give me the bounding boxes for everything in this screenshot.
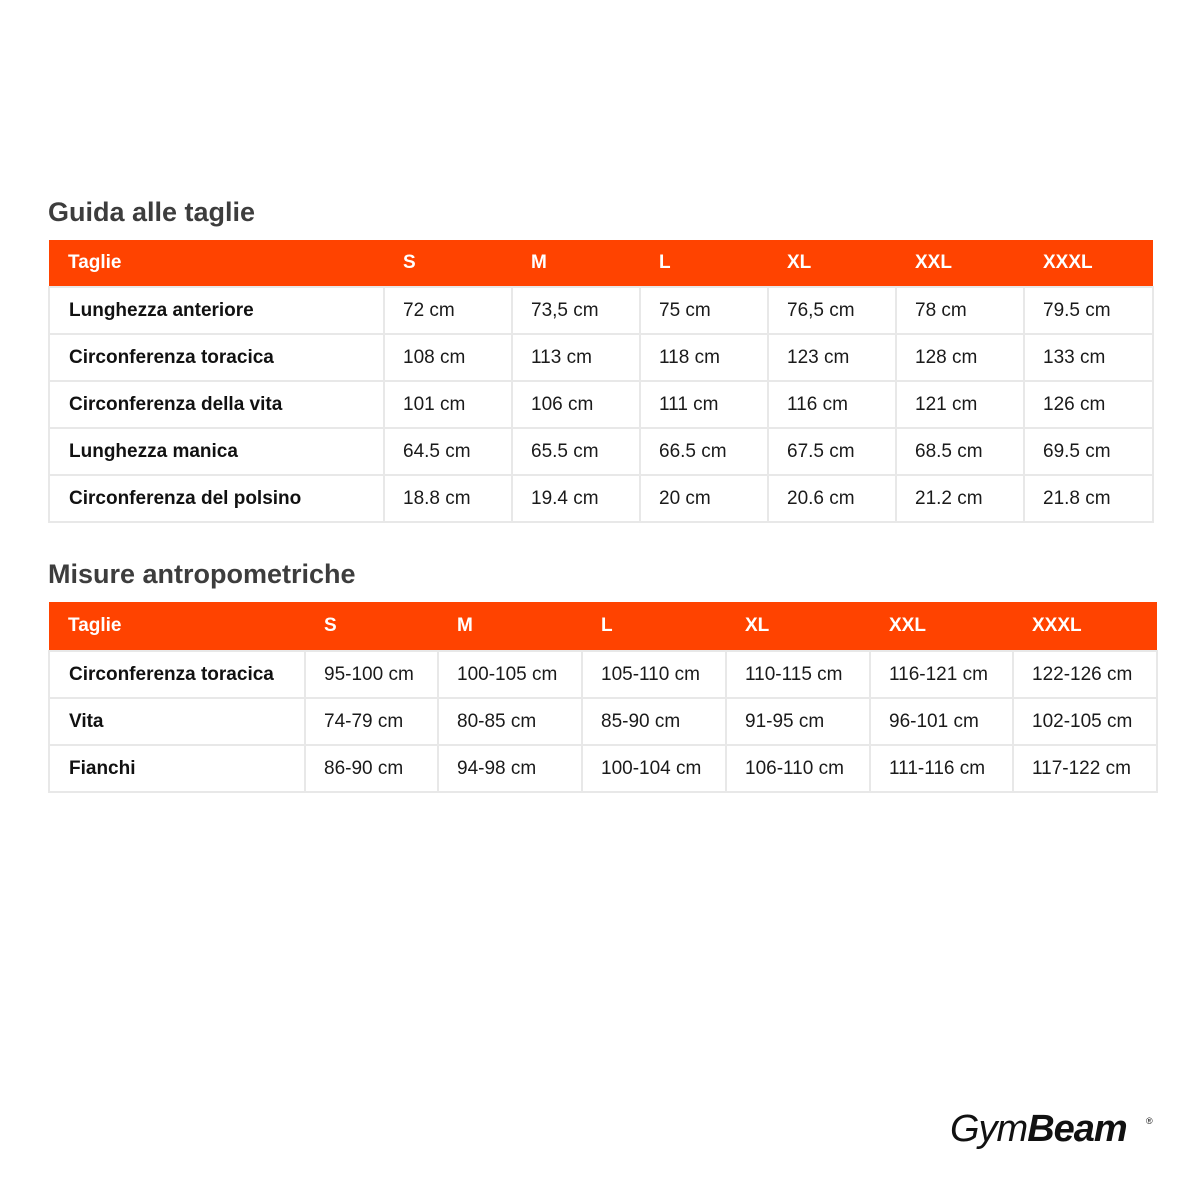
size-header: XXL <box>896 240 1024 287</box>
table-cell: 65.5 cm <box>512 428 640 475</box>
size-header: S <box>384 240 512 287</box>
table-row <box>49 381 1153 428</box>
table-cell: 126 cm <box>1024 381 1153 428</box>
table-cell: 94-98 cm <box>438 745 582 792</box>
garment-size-table <box>48 240 1154 523</box>
table-cell: 20.6 cm <box>768 475 896 522</box>
table-cell: 86-90 cm <box>305 745 438 792</box>
table-cell: 133 cm <box>1024 334 1153 381</box>
table-cell: 68.5 cm <box>896 428 1024 475</box>
table-cell: 106 cm <box>512 381 640 428</box>
table-cell: 122-126 cm <box>1013 651 1157 698</box>
table-cell: 123 cm <box>768 334 896 381</box>
table-row <box>49 698 1157 745</box>
table-cell: 73,5 cm <box>512 287 640 334</box>
table-row <box>49 334 1153 381</box>
size-header: L <box>640 240 768 287</box>
table-cell: 76,5 cm <box>768 287 896 334</box>
row-label: Fianchi <box>49 745 305 792</box>
table-cell: 91-95 cm <box>726 698 870 745</box>
size-header: XXL <box>870 602 1013 651</box>
table-cell: 108 cm <box>384 334 512 381</box>
table-cell: 121 cm <box>896 381 1024 428</box>
logo-text-gym: Gym <box>950 1108 1028 1150</box>
row-label: Circonferenza del polsino <box>49 475 384 522</box>
table-row <box>49 428 1153 475</box>
size-header: XL <box>768 240 896 287</box>
header-label: Taglie <box>49 240 384 287</box>
gymbeam-logo <box>950 1104 1160 1154</box>
row-label: Circonferenza toracica <box>49 334 384 381</box>
table-cell: 111 cm <box>640 381 768 428</box>
table-row <box>49 745 1157 792</box>
table-cell: 116-121 cm <box>870 651 1013 698</box>
table-cell: 66.5 cm <box>640 428 768 475</box>
row-label: Circonferenza della vita <box>49 381 384 428</box>
table-cell: 85-90 cm <box>582 698 726 745</box>
table-cell: 102-105 cm <box>1013 698 1157 745</box>
table-row <box>49 287 1153 334</box>
size-header: XXXL <box>1013 602 1157 651</box>
table-cell: 74-79 cm <box>305 698 438 745</box>
size-header: XXXL <box>1024 240 1153 287</box>
table-cell: 116 cm <box>768 381 896 428</box>
table-cell: 75 cm <box>640 287 768 334</box>
registered-mark: ® <box>1146 1116 1153 1126</box>
row-label: Lunghezza anteriore <box>49 287 384 334</box>
logo-text-beam: Beam <box>1027 1108 1127 1150</box>
garment-guide-title: Guida alle taglie <box>48 197 256 227</box>
table-cell: 106-110 cm <box>726 745 870 792</box>
table-cell: 21.2 cm <box>896 475 1024 522</box>
header-label: Taglie <box>49 602 305 651</box>
table-cell: 21.8 cm <box>1024 475 1153 522</box>
table-cell: 101 cm <box>384 381 512 428</box>
table-cell: 80-85 cm <box>438 698 582 745</box>
table-cell: 96-101 cm <box>870 698 1013 745</box>
size-header: M <box>512 240 640 287</box>
table-cell: 67.5 cm <box>768 428 896 475</box>
row-label: Circonferenza toracica <box>49 651 305 698</box>
table-cell: 20 cm <box>640 475 768 522</box>
table-cell: 79.5 cm <box>1024 287 1153 334</box>
body-measurements-table <box>48 602 1158 793</box>
table-cell: 78 cm <box>896 287 1024 334</box>
row-label: Lunghezza manica <box>49 428 384 475</box>
table-cell: 100-104 cm <box>582 745 726 792</box>
table-cell: 113 cm <box>512 334 640 381</box>
size-header: L <box>582 602 726 651</box>
table-header-row <box>49 240 1153 287</box>
table-cell: 118 cm <box>640 334 768 381</box>
table-cell: 69.5 cm <box>1024 428 1153 475</box>
size-header: M <box>438 602 582 651</box>
table-cell: 95-100 cm <box>305 651 438 698</box>
size-header: XL <box>726 602 870 651</box>
table-cell: 128 cm <box>896 334 1024 381</box>
table-cell: 117-122 cm <box>1013 745 1157 792</box>
table-cell: 64.5 cm <box>384 428 512 475</box>
table-row <box>49 475 1153 522</box>
table-header-row <box>49 602 1157 651</box>
body-measurements-title: Misure antropometriche <box>48 559 356 589</box>
table-cell: 111-116 cm <box>870 745 1013 792</box>
table-cell: 18.8 cm <box>384 475 512 522</box>
size-header: S <box>305 602 438 651</box>
table-cell: 19.4 cm <box>512 475 640 522</box>
table-cell: 72 cm <box>384 287 512 334</box>
table-row <box>49 651 1157 698</box>
table-cell: 105-110 cm <box>582 651 726 698</box>
row-label: Vita <box>49 698 305 745</box>
table-cell: 110-115 cm <box>726 651 870 698</box>
table-cell: 100-105 cm <box>438 651 582 698</box>
